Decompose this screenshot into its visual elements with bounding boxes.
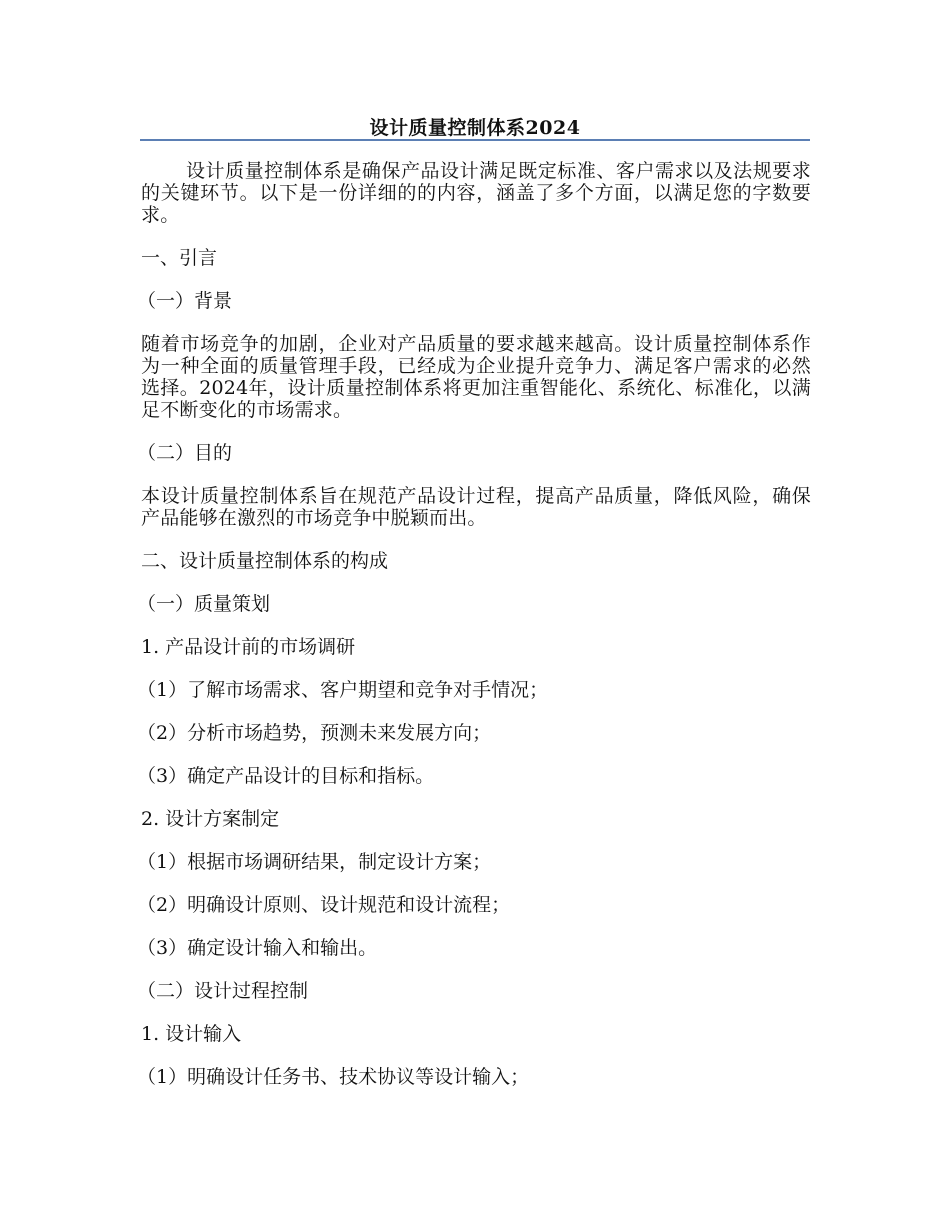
- subsection-heading-purpose: （二）目的: [137, 442, 233, 464]
- item-heading-design-input: 1. 设计输入: [141, 1023, 242, 1045]
- subsection-heading-process-control: （二）设计过程控制: [137, 980, 309, 1002]
- document-body: [137, 160, 811, 1109]
- subsection-heading-background: （一）背景: [137, 290, 233, 312]
- list-item: （2）分析市场趋势，预测未来发展方向；: [137, 722, 492, 744]
- document-title: 设计质量控制体系2024: [369, 117, 581, 139]
- list-item: （3）确定产品设计的目标和指标。: [137, 765, 435, 787]
- item-heading-market-research: 1. 产品设计前的市场调研: [141, 636, 356, 658]
- item-heading-design-plan: 2. 设计方案制定: [141, 808, 280, 830]
- list-item: （2）明确设计原则、设计规范和设计流程；: [137, 894, 511, 916]
- background-paragraph: 随着市场竞争的加剧，企业对产品质量的要求越来越高。设计质量控制体系作为一种全面的质量管理手段，已经成为企业提升竞争力、满足客户需求的必然选择。2024年，设计质量控制体系将更加注重智能化、系统化、标准化，以满足不断变化的市场需求。: [141, 333, 811, 421]
- purpose-paragraph: 本设计质量控制体系旨在规范产品设计过程，提高产品质量，降低风险，确保产品能够在激烈的市场竞争中脱颖而出。: [141, 485, 811, 529]
- section-heading-composition: 二、设计质量控制体系的构成: [141, 550, 389, 572]
- list-item: （1）根据市场调研结果，制定设计方案；: [137, 851, 492, 873]
- intro-paragraph: 设计质量控制体系是确保产品设计满足既定标准、客户需求以及法规要求的关键环节。以下是一份详细的的内容，涵盖了多个方面，以满足您的字数要求。: [141, 160, 811, 226]
- list-item: （3）确定设计输入和输出。: [137, 937, 378, 959]
- title-underline: [140, 139, 810, 141]
- subsection-heading-quality-planning: （一）质量策划: [137, 593, 271, 615]
- list-item: （1）了解市场需求、客户期望和竞争对手情况；: [137, 679, 549, 701]
- section-heading-introduction: 一、引言: [141, 247, 218, 269]
- list-item: （1）明确设计任务书、技术协议等设计输入；: [137, 1066, 530, 1088]
